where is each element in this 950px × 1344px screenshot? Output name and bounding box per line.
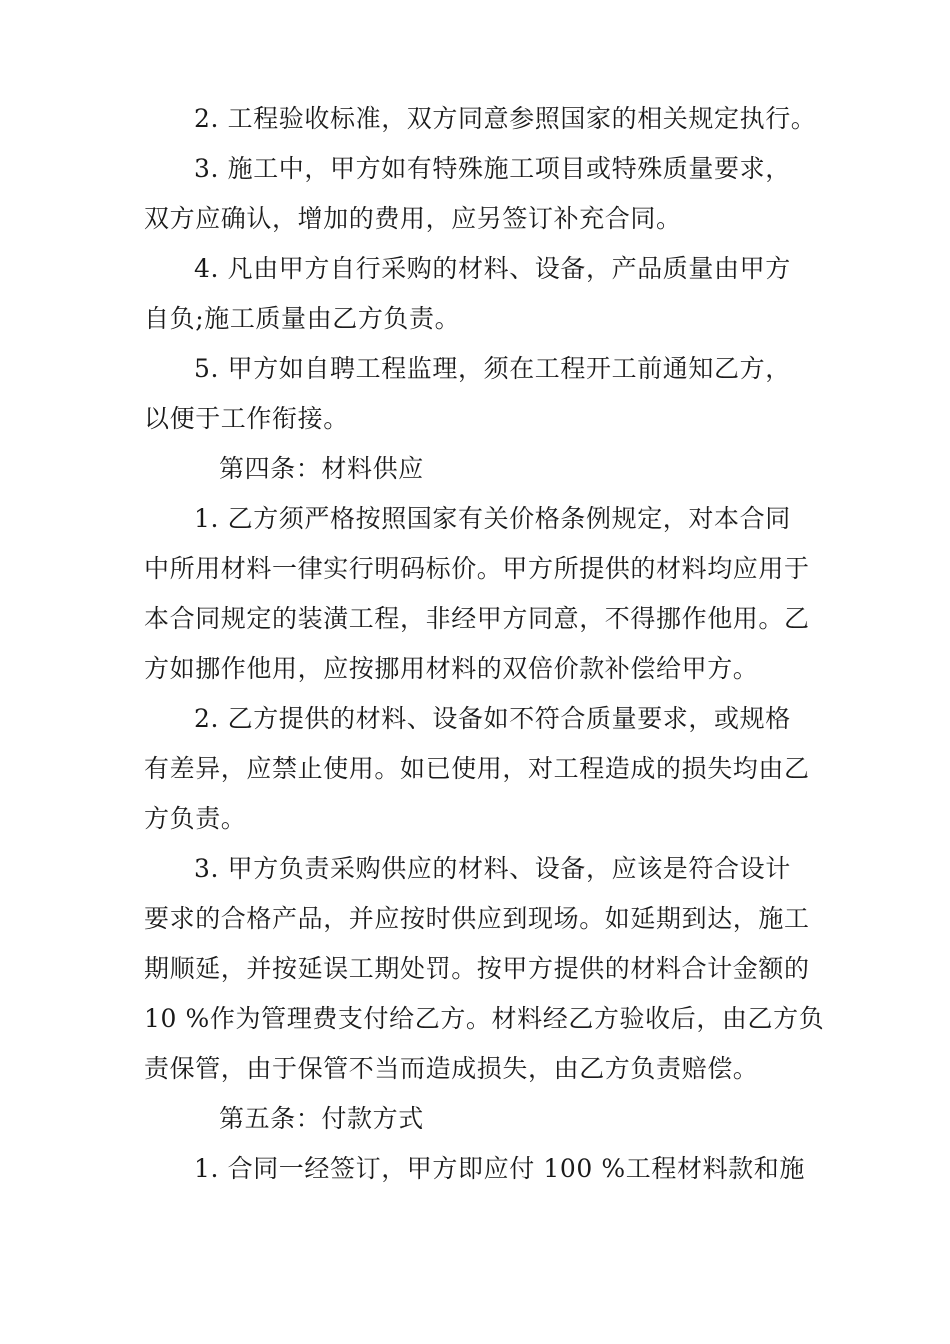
text-line: 3. 甲方负责采购供应的材料、设备，应该是符合设计 <box>194 854 791 883</box>
text-line: 方如挪作他用，应按挪用材料的双倍价款补偿给甲方。 <box>144 654 759 683</box>
text-line: 自负;施工质量由乙方负责。 <box>144 304 461 333</box>
text-line: 方负责。 <box>144 804 247 833</box>
text-line: 4. 凡由甲方自行采购的材料、设备，产品质量由甲方 <box>194 254 791 283</box>
text-line: 以便于工作衔接。 <box>144 404 349 433</box>
text-line: 要求的合格产品，并应按时供应到现场。如延期到达，施工 <box>144 904 810 933</box>
text-line: 1. 合同一经签订，甲方即应付 100 %工程材料款和施 <box>194 1154 805 1183</box>
text-line: 责保管，由于保管不当而造成损失，由乙方负责赔偿。 <box>144 1054 759 1083</box>
text-line: 10 %作为管理费支付给乙方。材料经乙方验收后，由乙方负 <box>144 1004 825 1033</box>
text-line: 5. 甲方如自聘工程监理，须在工程开工前通知乙方， <box>194 354 791 383</box>
text-line: 双方应确认，增加的费用，应另签订补充合同。 <box>144 204 682 233</box>
text-line: 2. 工程验收标准，双方同意参照国家的相关规定执行。 <box>194 104 817 133</box>
text-line: 3. 施工中，甲方如有特殊施工项目或特殊质量要求， <box>194 154 791 183</box>
text-line: 本合同规定的装潢工程，非经甲方同意，不得挪作他用。乙 <box>144 604 810 633</box>
text-line: 有差异，应禁止使用。如已使用，对工程造成的损失均由乙 <box>144 754 810 783</box>
text-line: 中所用材料一律实行明码标价。甲方所提供的材料均应用于 <box>144 554 810 583</box>
section-heading: 第四条：材料供应 <box>219 454 424 483</box>
text-line: 2. 乙方提供的材料、设备如不符合质量要求，或规格 <box>194 704 791 733</box>
text-line: 1. 乙方须严格按照国家有关价格条例规定，对本合同 <box>194 504 791 533</box>
text-line: 期顺延，并按延误工期处罚。按甲方提供的材料合计金额的 <box>144 954 810 983</box>
section-heading: 第五条：付款方式 <box>219 1104 424 1133</box>
